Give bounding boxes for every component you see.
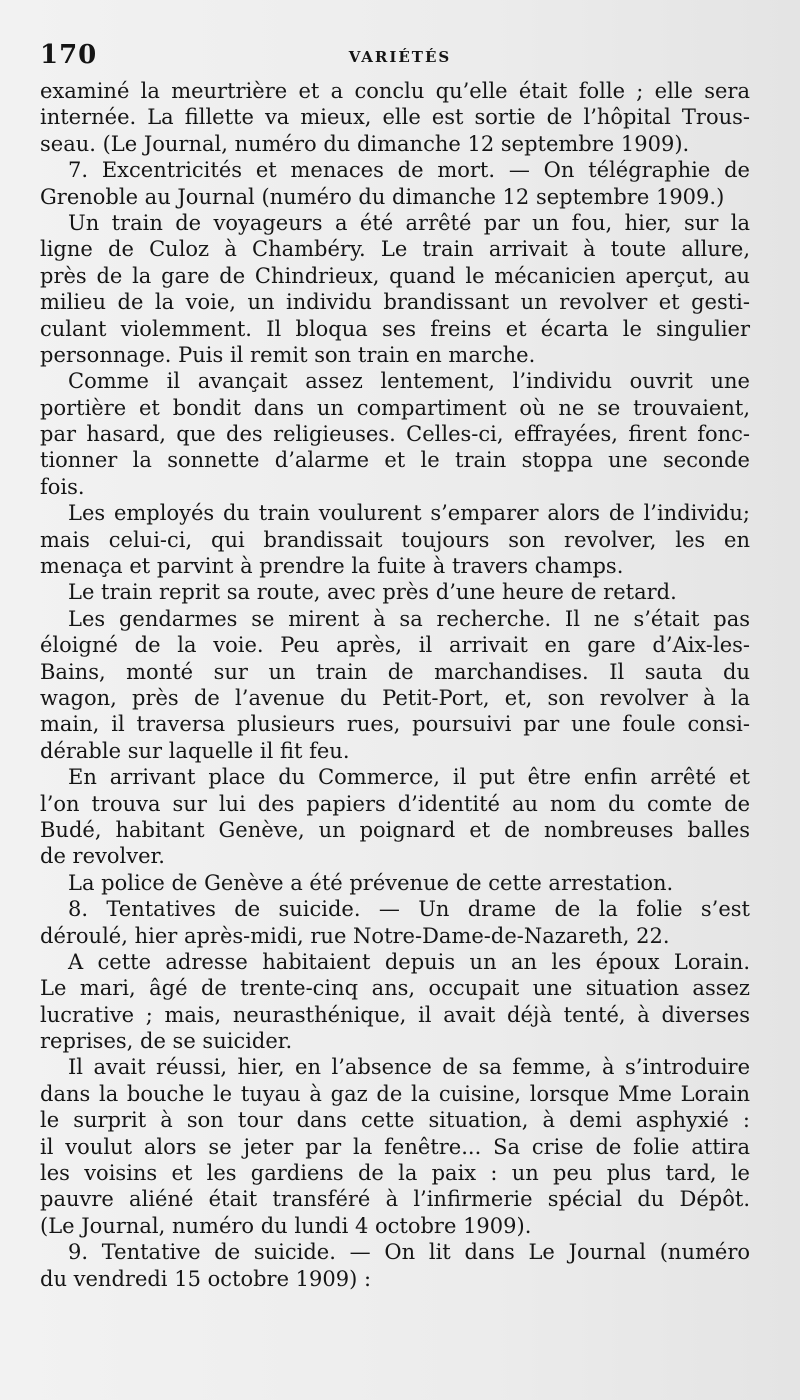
text-line: Les employés du train voulurent s’emparer alors de l’individu; xyxy=(68,501,750,526)
text-line: Il avait réussi, hier, en l’absence de sa femme, à s’introduire xyxy=(68,1055,750,1080)
text-line: portière et bondit dans un compartiment où ne se trouvaient, xyxy=(40,395,750,420)
text-line: (Le Journal, numéro du lundi 4 octobre 1909). xyxy=(40,1213,532,1238)
text-line: En arrivant place du Commerce, il put être enfin arrêté et xyxy=(68,765,750,790)
text-line: Grenoble au Journal (numéro du dimanche 12 septembre 1909.) xyxy=(40,184,725,209)
text-line: de revolver. xyxy=(40,844,165,869)
text-line: La police de Genève a été prévenue de cette arrestation. xyxy=(68,870,674,895)
text-line: les voisins et les gardiens de la paix : un peu plus tard, le xyxy=(40,1161,750,1186)
text-line: l’on trouva sur lui des papiers d’identité au nom du comte de xyxy=(40,791,750,816)
text-line: déroulé, hier après-midi, rue Notre-Dame-de-Nazareth, 22. xyxy=(40,923,670,948)
text-line: dans la bouche le tuyau à gaz de la cuisine, lorsque Mme Lorain xyxy=(40,1081,750,1106)
text-line: lucrative ; mais, neurasthénique, il avait déjà tenté, à diverses xyxy=(40,1002,750,1027)
text-line: examiné la meurtrière et a conclu qu’elle était folle ; elle sera xyxy=(40,79,750,103)
text-line: seau. (Le Journal, numéro du dimanche 12 septembre 1909). xyxy=(40,131,690,156)
text-line: mais celui-ci, qui brandissait toujours son revolver, les en xyxy=(40,527,750,552)
page-number: 170 xyxy=(40,40,98,70)
text-line: pauvre aliéné était transféré à l’infirmerie spécial du Dépôt. xyxy=(40,1187,750,1212)
body-text xyxy=(40,78,750,1292)
text-line: Les gendarmes se mirent à sa recherche. Il ne s’était pas xyxy=(68,606,750,631)
text-line: personnage. Puis il remit son train en marche. xyxy=(40,342,536,367)
text-line: Bains, monté sur un train de marchandises. Il sauta du xyxy=(40,659,750,684)
text-line: Le mari, âgé de trente-cinq ans, occupait une situation assez xyxy=(40,976,750,1001)
text-line: dérable sur laquelle il fit feu. xyxy=(40,738,350,763)
text-line: Budé, habitant Genève, un poignard et de nombreuses balles xyxy=(40,817,750,842)
text-line: il voulut alors se jeter par la fenêtre... Sa crise de folie attira xyxy=(40,1134,750,1159)
text-line: tionner la sonnette d’alarme et le train stoppa une seconde xyxy=(40,448,750,473)
text-line: milieu de la voie, un individu brandissant un revolver et gesti- xyxy=(40,290,750,315)
text-line: A cette adresse habitaient depuis un an les époux Lorain. xyxy=(68,949,750,974)
text-line: 9. Tentative de suicide. — On lit dans Le Journal (numéro xyxy=(68,1240,750,1265)
text-line: 8. Tentatives de suicide. — Un drame de la folie s’est xyxy=(68,897,750,922)
text-line: wagon, près de l’avenue du Petit-Port, et, son revolver à la xyxy=(40,685,750,710)
text-line: internée. La fillette va mieux, elle est sortie de l’hôpital Trous- xyxy=(40,105,750,130)
text-line: ligne de Culoz à Chambéry. Le train arrivait à toute allure, xyxy=(40,237,750,262)
text-line: près de la gare de Chindrieux, quand le mécanicien aperçut, au xyxy=(40,263,750,288)
text-line: Un train de voyageurs a été arrêté par un fou, hier, sur la xyxy=(68,210,750,235)
text-line: Comme il avançait assez lentement, l’individu ouvrit une xyxy=(68,369,750,394)
text-line: culant violemment. Il bloqua ses freins et écarta le singulier xyxy=(40,316,750,341)
text-line: éloigné de la voie. Peu après, il arrivait en gare d’Aix-les- xyxy=(40,633,750,658)
page-header xyxy=(40,38,760,78)
running-head: VARIÉTÉS xyxy=(348,48,452,66)
text-line: fois. xyxy=(40,474,85,499)
text-line: 7. Excentricités et menaces de mort. — On télégraphie de xyxy=(68,158,750,183)
text-line: reprises, de se suicider. xyxy=(40,1029,293,1054)
text-line: le surprit à son tour dans cette situation, à demi asphyxié : xyxy=(40,1108,750,1133)
text-line: Le train reprit sa route, avec près d’une heure de retard. xyxy=(68,580,677,605)
text-line: menaça et parvint à prendre la fuite à travers champs. xyxy=(40,554,624,579)
text-line: du vendredi 15 octobre 1909) : xyxy=(40,1266,372,1291)
text-line: par hasard, que des religieuses. Celles-ci, effrayées, firent fonc- xyxy=(40,422,750,447)
text-line: main, il traversa plusieurs rues, poursuivi par une foule consi- xyxy=(40,712,750,737)
